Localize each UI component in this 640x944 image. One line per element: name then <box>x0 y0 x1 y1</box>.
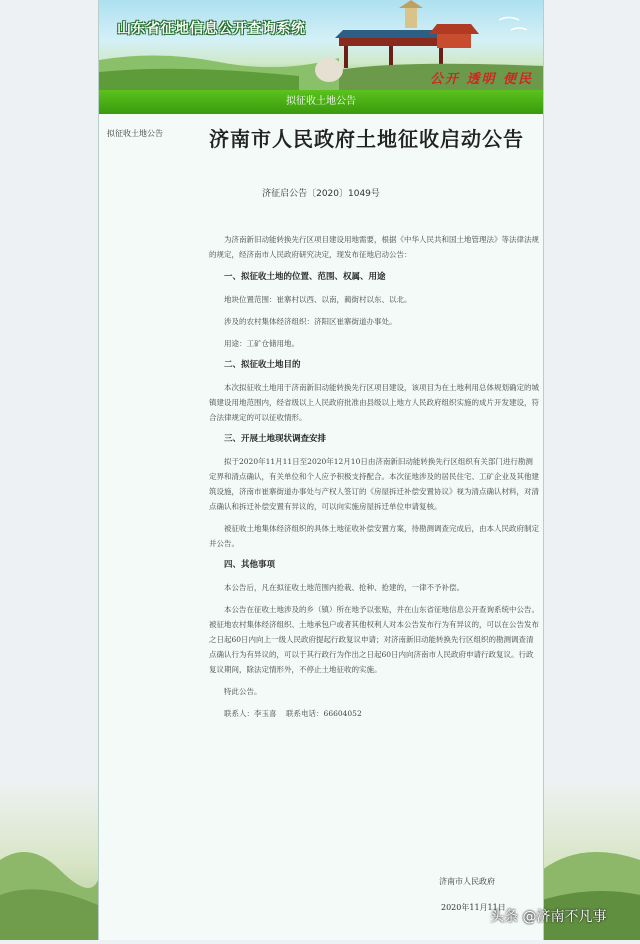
slogan-text: 公开 透明 便民 <box>429 72 533 87</box>
paragraph: 被征收土地集体经济组织的具体土地征收补偿安置方案，待勘测调查完成后，由本人民政府制定并公告。 <box>209 524 539 548</box>
issue-date: 2020年11月11日 <box>441 903 506 912</box>
paragraph: 本公告后，凡在拟征收土地范围内抢栽、抢种、抢建的，一律不予补偿。 <box>224 583 464 592</box>
nav-bar <box>99 90 543 114</box>
watermark-text: 头条 @济南不凡事 <box>490 909 607 925</box>
paragraph: 用途：工矿仓储用地。 <box>224 339 299 348</box>
document-body <box>209 232 539 721</box>
contact-phone-label: 联系电话： <box>286 709 324 718</box>
contact-phone: 66604052 <box>323 709 362 718</box>
section-heading: 二、拟征收土地目的 <box>224 360 301 370</box>
contact-person: 李玉喜 <box>254 709 277 718</box>
header-banner <box>99 0 543 90</box>
section-heading: 一、拟征收土地的位置、范围、权属、用途 <box>224 272 386 282</box>
paragraph: 本次拟征收土地用于济南新旧动能转换先行区项目建设，该项目为在土地利用总体规划确定的城镇建设用地范围内，经省级以上人民政府批准由县级以上地方人民政府组织实施的成片开发建设，符合法律规定的可以征收情形。 <box>209 383 539 422</box>
system-title: 山东省征地信息公开查询系统 <box>117 21 306 37</box>
section-heading: 三、开展土地现状调查安排 <box>224 434 327 444</box>
paragraph: 涉及的农村集体经济组织：济阳区崔寨街道办事处。 <box>224 317 397 326</box>
intro-paragraph: 为济南新旧动能转换先行区项目建设用地需要，根据《中华人民共和国土地管理法》等法律法规的规定，经济南市人民政府研究决定，现发布征地启动公告： <box>209 235 539 259</box>
document-number: 济征启公告〔2020〕1049号 <box>262 189 380 199</box>
document-title: 济南市人民政府土地征收启动公告 <box>209 127 524 151</box>
announcement-page <box>98 0 544 940</box>
paragraph: 拟于2020年11月11日至2020年12月10日由济南新旧动能转换先行区组织有关部门进行勘测定界和清点确认，有关单位和个人应予积极支持配合。本次征地涉及的居民住宅、工矿企业及其他建筑设施，济南市崔寨街道办事处与产权人签订的《房屋拆迁补偿安置协议》视为清点确认材料，对清点确认和拆迁补偿安置有异议的，可以向实施房屋拆迁单位申请复核。 <box>209 457 539 511</box>
paragraph: 特此公告。 <box>224 687 262 696</box>
background-landscape-left <box>0 800 98 940</box>
paragraph: 地块位置范围：崔寨村以西、以南，蔺街村以东、以北。 <box>224 295 412 304</box>
nav-current-link[interactable]: 拟征收土地公告 <box>286 96 356 107</box>
section-heading: 四、其他事项 <box>224 560 276 570</box>
sidebar-item-announcement[interactable]: 拟征收土地公告 <box>107 129 163 138</box>
contact-line <box>209 706 539 721</box>
paragraph: 本公告在征收土地涉及的乡（镇）所在地予以张贴，并在山东省征地信息公开查询系统中公告。被征地农村集体经济组织、土地承包户或者其他权利人对本公告发布行为有异议的，可以在公告发布之日起60日内向上一级人民政府提起行政复议申请；对济南新旧动能转换先行区组织的勘测调查清点确认行为有异议的，可以于其行政行为作出之日起60日内向济南市人民政府申请行政复议。行政复议期间，除法定情形外，不停止土地征收的实施。 <box>209 605 539 674</box>
contact-person-label: 联系人： <box>224 709 254 718</box>
issuer-signature: 济南市人民政府 <box>439 877 495 886</box>
